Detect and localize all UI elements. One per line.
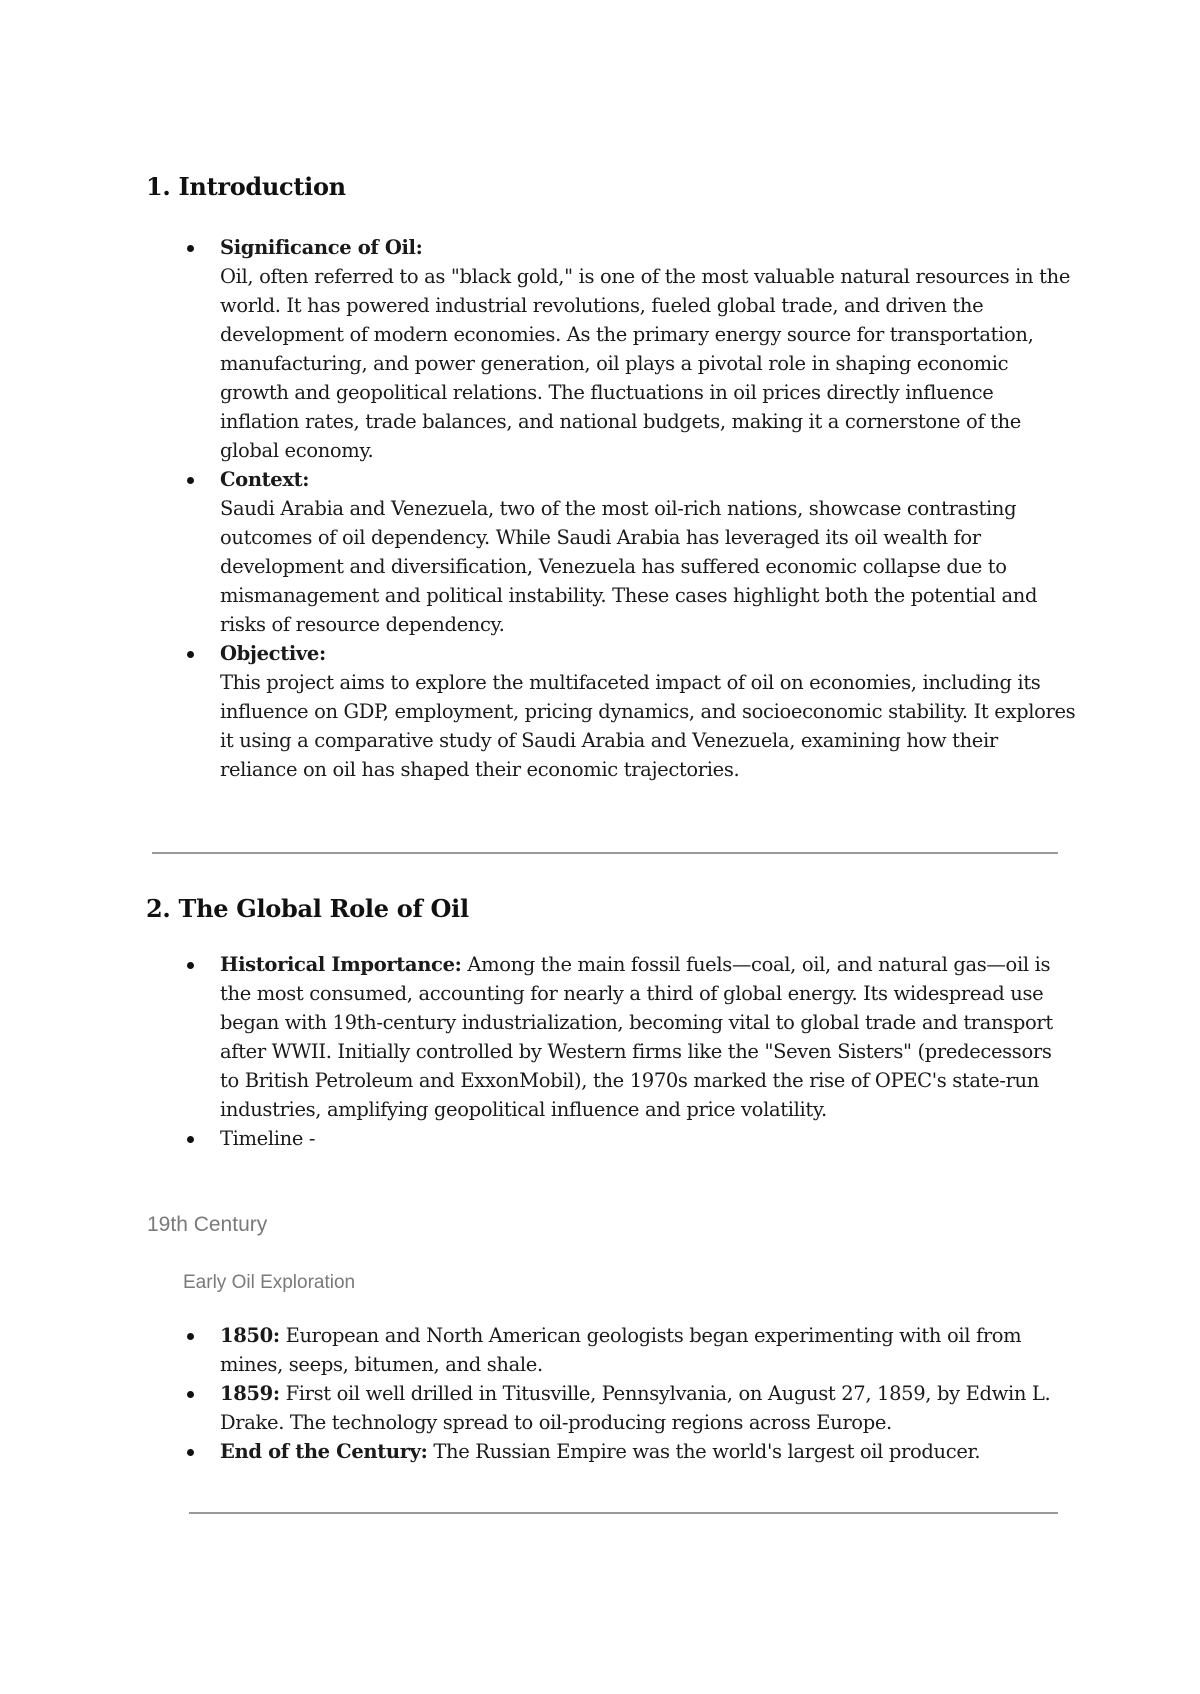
list-item (146, 233, 1076, 465)
timeline-heading: 19th Century (147, 1213, 268, 1236)
bullet-label: Context: (220, 468, 310, 491)
bullet-text: European and North American geologists began experimenting with oil from mines, seeps, bitumen, and shale. (220, 1324, 1022, 1376)
list-item (146, 465, 1076, 639)
bullet-label: End of the Century: (220, 1440, 428, 1463)
bullet-label: Objective: (220, 642, 326, 665)
timeline-subheading: Early Oil Exploration (183, 1272, 356, 1293)
list-item (146, 639, 1076, 784)
bullet-label: Significance of Oil: (220, 236, 423, 259)
bullet-text: Timeline - (220, 1127, 316, 1150)
list-item (146, 950, 1076, 1124)
bullet-text: Oil, often referred to as "black gold," is one of the most valuable natural resources in the world. It has powered industrial revolutions, fueled global trade, and driven the development of modern economies. As the primary energy source for transportation, manufacturing, and power generation, oil plays a pivotal role in shaping economic growth and geopolitical relations. The fluctuations in oil prices directly influence inflation rates, trade balances, and national budgets, making it a cornerstone of the global economy. (220, 265, 1071, 462)
bullet-text: The Russian Empire was the world's largest oil producer. (427, 1440, 981, 1463)
section-divider (152, 852, 1058, 854)
bullet-label: Historical Importance: (220, 953, 462, 976)
section-title-introduction: 1. Introduction (146, 172, 346, 201)
bullet-label: 1859: (220, 1382, 280, 1405)
bullet-text: Among the main fossil fuels—coal, oil, and natural gas—oil is the most consumed, accounting for nearly a third of global energy. Its widespread use began with 19th-century industrialization, becoming vital to global trade and transport after WWII. Initially controlled by Western firms like the "Seven Sisters" (predecessors to British Petroleum and ExxonMobil), the 1970s marked the rise of OPEC's state-run industries, amplifying geopolitical influence and price volatility. (220, 953, 1053, 1121)
list-item (146, 1321, 1076, 1379)
global-role-list (146, 950, 1076, 1153)
list-item (146, 1124, 1076, 1153)
bullet-text: Saudi Arabia and Venezuela, two of the most oil-rich nations, showcase contrasting outcomes of oil dependency. While Saudi Arabia has leveraged its oil wealth for development and diversification, Venezuela has suffered economic collapse due to mismanagement and political instability. These cases highlight both the potential and risks of resource dependency. (220, 497, 1038, 636)
section-divider (189, 1512, 1058, 1514)
bullet-text: First oil well drilled in Titusville, Pennsylvania, on August 27, 1859, by Edwin L. Drake. The technology spread to oil-producing regions across Europe. (220, 1382, 1051, 1434)
section-title-global-role: 2. The Global Role of Oil (146, 894, 469, 923)
bullet-text: This project aims to explore the multifaceted impact of oil on economies, including its influence on GDP, employment, pricing dynamics, and socioeconomic stability. It explores it using a comparative study of Saudi Arabia and Venezuela, examining how their reliance on oil has shaped their economic trajectories. (220, 671, 1076, 781)
bullet-label: 1850: (220, 1324, 280, 1347)
list-item (146, 1437, 1076, 1466)
introduction-list (146, 233, 1076, 784)
timeline-list (146, 1321, 1076, 1466)
list-item (146, 1379, 1076, 1437)
